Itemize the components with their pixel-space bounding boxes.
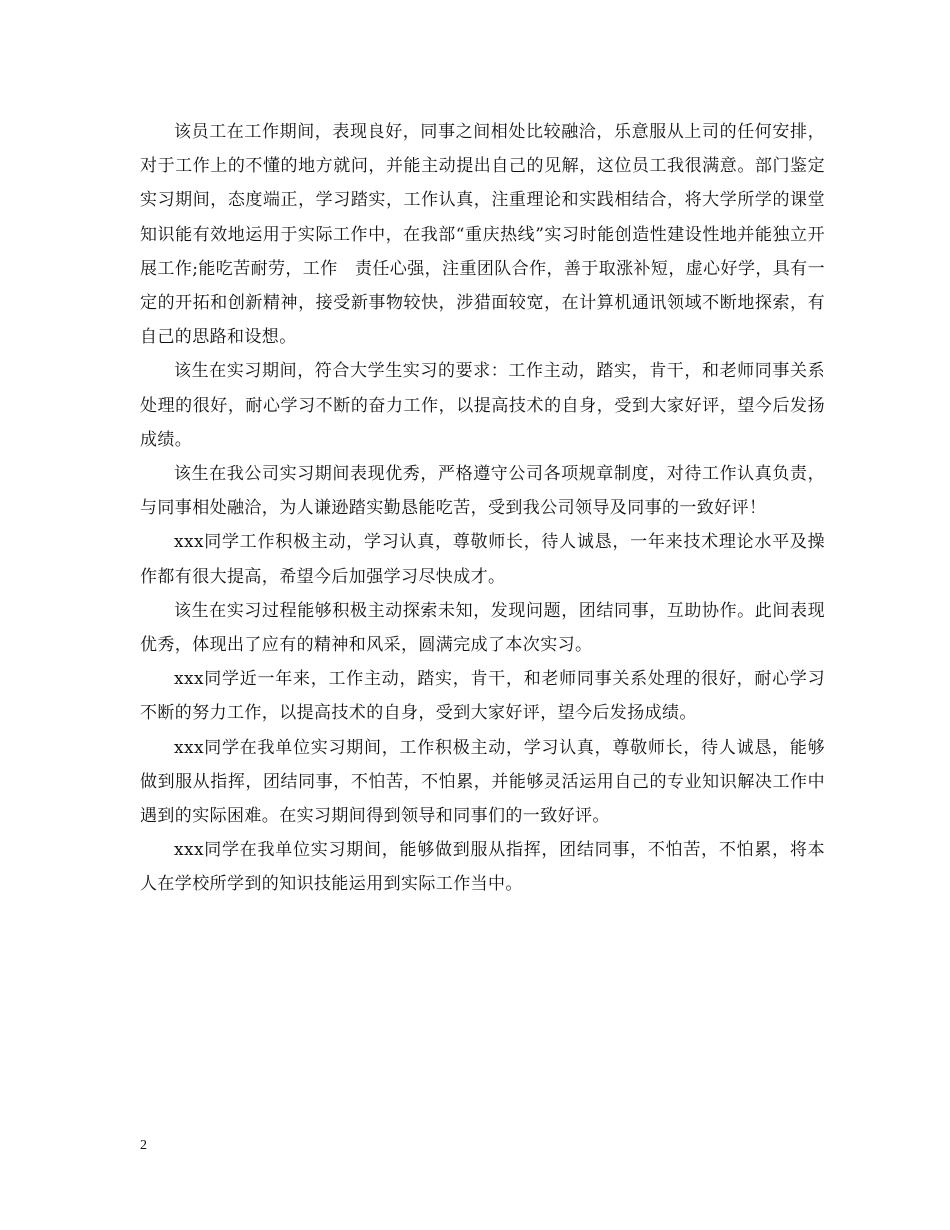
paragraph-6: xxx同学近一年来，工作主动，踏实，肯干，和老师同事关系处理的很好，耐心学习不断的努力工作，以提高技术的自身，受到大家好评，望今后发扬成绩。: [140, 669, 825, 724]
page-number: 2: [140, 1138, 147, 1153]
paragraph-4: xxx同学工作积极主动，学习认真，尊敬师长，待人诚恳，一年来技术理论水平及操作都有很大提高，希望今后加强学习尽快成才。: [140, 532, 825, 587]
paragraph-2: 该生在实习期间，符合大学生实习的要求：工作主动，踏实，肯干，和老师同事关系处理的很好，耐心学习不断的奋力工作，以提高技术的自身，受到大家好评，望今后发扬成绩。: [140, 361, 825, 450]
paragraph-1: 该员工在工作期间，表现良好，同事之间相处比较融洽，乐意服从上司的任何安排，对于工作上的不懂的地方就问，并能主动提出自己的见解，这位员工我很满意。部门鉴定实习期间，态度端正，学习踏实，工作认真，注重理论和实践相结合，将大学所学的课堂知识能有效地运用于实际工作中，在我部“重庆热线”实习时能创造性建设性地并能独立开展工作;能吃苦耐劳，工作 责任心强，注重团队合作，善于取涨补短，虚心好学，具有一定的开拓和创新精神，接受新事物较快，涉猎面较宽，在计算机通讯领域不断地探索，有自己的思路和设想。: [140, 122, 825, 348]
paragraph-7: xxx同学在我单位实习期间，工作积极主动，学习认真，尊敬师长，待人诚恳，能够做到服从指挥，团结同事，不怕苦，不怕累，并能够灵活运用自己的专业知识解决工作中遇到的实际困难。在实习期间得到领导和同事们的一致好评。: [140, 737, 825, 827]
document-body: [140, 115, 825, 902]
paragraph-8: xxx同学在我单位实习期间，能够做到服从指挥，团结同事，不怕苦，不怕累，将本人在学校所学到的知识技能运用到实际工作当中。: [140, 840, 825, 895]
paragraph-3: 该生在我公司实习期间表现优秀，严格遵守公司各项规章制度，对待工作认真负责，与同事相处融洽，为人谦逊踏实勤恳能吃苦，受到我公司领导及同事的一致好评！: [140, 464, 825, 519]
paragraph-5: 该生在实习过程能够积极主动探索未知，发现问题，团结同事，互助协作。此间表现优秀，体现出了应有的精神和风采，圆满完成了本次实习。: [140, 600, 825, 656]
